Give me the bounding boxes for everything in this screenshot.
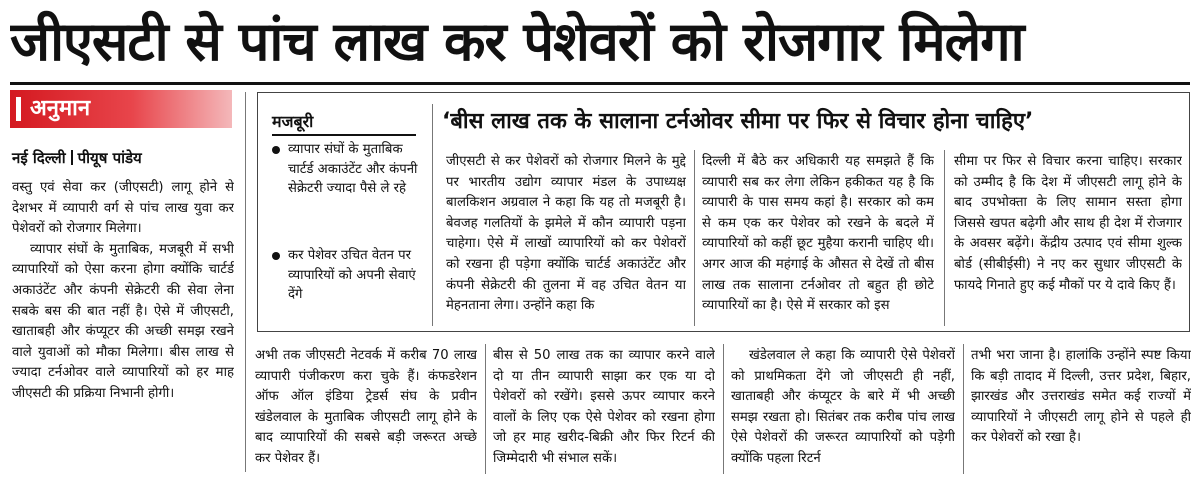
sidebar-divider [432,104,433,326]
dateline-author: पीयूष पांडेय [77,149,142,167]
quote-column [954,152,1182,332]
column-divider [944,150,945,326]
lower-column [493,346,715,474]
section-tag [10,90,232,128]
intro-paragraph: वस्तु एवं सेवा कर (जीएसटी) लागू होने से देशभर में व्यापारी वर्ग से पांच लाख युवा कर पेशेवरों को रोजगार मिलेगा। [12,180,234,237]
lower-column [255,346,477,474]
headline: जीएसटी से पांच लाख कर पेशेवरों को रोजगार मिलेगा [10,10,1024,73]
column-divider [694,150,695,326]
sidebar-bullet [272,246,422,305]
column-divider [723,344,724,474]
dateline [12,148,142,168]
lower-column-text: अभी तक जीएसटी नेटवर्क में करीब 70 लाख व्यापारी पंजीकरण करा चुके हैं। कंफडरेशन ऑफ ऑल इंडिया ट्रेडर्स संघ के प्रवीन खंडेलवाल के मुताबिक जीएसटी लागू होने के बाद व्यापारियों की सबसे बड़ी जरूरत अच्छे कर पेशेवर हैं। [255,348,477,466]
pull-quote: ‘बीस लाख तक के सालाना टर्नओवर सीमा पर फिर से विचार होना चाहिए’ [442,109,1034,134]
dateline-separator [71,150,73,165]
quote-column [702,152,934,332]
lower-column-text: बीस से 50 लाख तक का व्यापार करने वाले दो या तीन व्यापारी साझा कर एक या दो पेशेवरों को रखेंगे। इससे ऊपर व्यापार करने वालों के लिए एक ऐसे पेशेवर को रखना होगा जो हर माह खरीद-बिक्री और फिर रिटर्न की जिम्मेदारी भी संभाल सकें। [493,348,715,466]
lower-column-text: तभी भरा जाना है। हालांकि उन्होंने स्पष्ट किया कि बड़ी तादाद में दिल्ली, उत्तर प्रदेश, बिहार, झारखंड और उत्तराखंड समेत कई राज्यों में व्यापारियों ने जीएसटी लागू होने से पहले ही कर पेशेवरों को रखा है। [971,348,1191,446]
lower-column [971,346,1191,474]
bullet-dot-icon [272,252,280,260]
sidebar-bullet-text: कर पेशेवर उचित वेतन पर व्यापारियों को अपनी सेवाएं देंगे [288,248,416,302]
lower-column [731,346,955,474]
column-divider [485,344,486,474]
sidebar-bullet [272,140,422,199]
section-tag-label: अनुमान [30,96,91,121]
tag-bar [16,97,21,121]
intro-column [12,178,234,474]
column-divider [963,344,964,474]
sidebar-title: मजबूरी [272,112,314,131]
quote-column-text: दिल्ली में बैठे कर अधिकारी यह समझते हैं कि व्यापारी सब कर लेगा लेकिन हकीकत यह है कि व्यापारी के पास समय कहां है। सरकार को कम से कम एक कर पेशेवर को रखने के बदले में व्यापारियों को कहीं छूट मुहैया करानी चाहिए थी। अगर आज की महंगाई के औसत से देखें तो बीस लाख तक सालाना टर्नओवर तो बहुत ही छोटे व्यापारियों का है। ऐसे में सरकार को इस [702,154,934,314]
intro-paragraph: व्यापार संघों के मुताबिक, मजबूरी में सभी व्यापारियों को ऐसा करना होगा क्योंकि चार्टर्ड अकाउंटेंट और कंपनी सेक्रेटरी की सेवा लेना सबके बस की बात नहीं है। ऐसे में जीएसटी, खाताबही और कंप्यूटर की अच्छी समझ रखने वाले युवाओं को मौका मिलेगा। बीस लाख से ज्यादा टर्नओवर वाले व्यापारियों को हर माह जीएसटी की प्रक्रिया निभानी होगी। [12,241,234,401]
quote-column-text: जीएसटी से कर पेशेवरों को रोजगार मिलने के मुद्दे पर भारतीय उद्योग व्यापार मंडल के उपाध्यक्ष बालकिशन अग्रवाल ने कहा कि यह तो मजबूरी है। बेवजह गलतियों के झमेले में कौन व्यापारी पड़ना चाहेगा। ऐसे में लाखों व्यापारियों को कर पेशेवरों को रखना ही पड़ेगा क्योंकि चार्टर्ड अकाउंटेंट और कंपनी सेक्रेटरी की तुलना में वह उचित वेतन या मेहनताना लेगा। उन्होंने कहा कि [446,154,686,314]
lower-column-text: खंडेलवाल ले कहा कि व्यापारी ऐसे पेशेवरों को प्राथमिकता देंगे जो जीएसटी ही नहीं, खाताबही और कंप्यूटर के बारे में भी अच्छी समझ रखता हो। सितंबर तक करीब पांच लाख ऐसे पेशेवरों की जरूरत व्यापारियों को पड़ेगी क्योंकि पहला रिटर्न [731,348,955,466]
sidebar-bullet-text: व्यापार संघों के मुताबिक चार्टर्ड अकाउंटेंट और कंपनी सेक्रेटरी ज्यादा पैसे ले रहे [288,142,418,196]
top-rule [10,82,1190,85]
quote-column [446,152,686,332]
column-divider [245,92,246,472]
bullet-dot-icon [272,146,280,154]
quote-column-text: सीमा पर फिर से विचार करना चाहिए। सरकार को उम्मीद है कि देश में जीएसटी लागू होने के बाद उपभोक्ता के लिए सामान सस्ता होगा जिससे खपत बढ़ेगी और साथ ही देश में रोजगार के अवसर बढ़ेंगे। केंद्रीय उत्पाद एवं सीमा शुल्क बोर्ड (सीबीईसी) ने नए कर सुधार जीएसटी के फायदे गिनाते हुए कई मौकों पर ये दावे किए हैं। [954,154,1182,293]
sidebar-title-rule [272,134,416,136]
dateline-place: नई दिल्ली [12,149,66,167]
